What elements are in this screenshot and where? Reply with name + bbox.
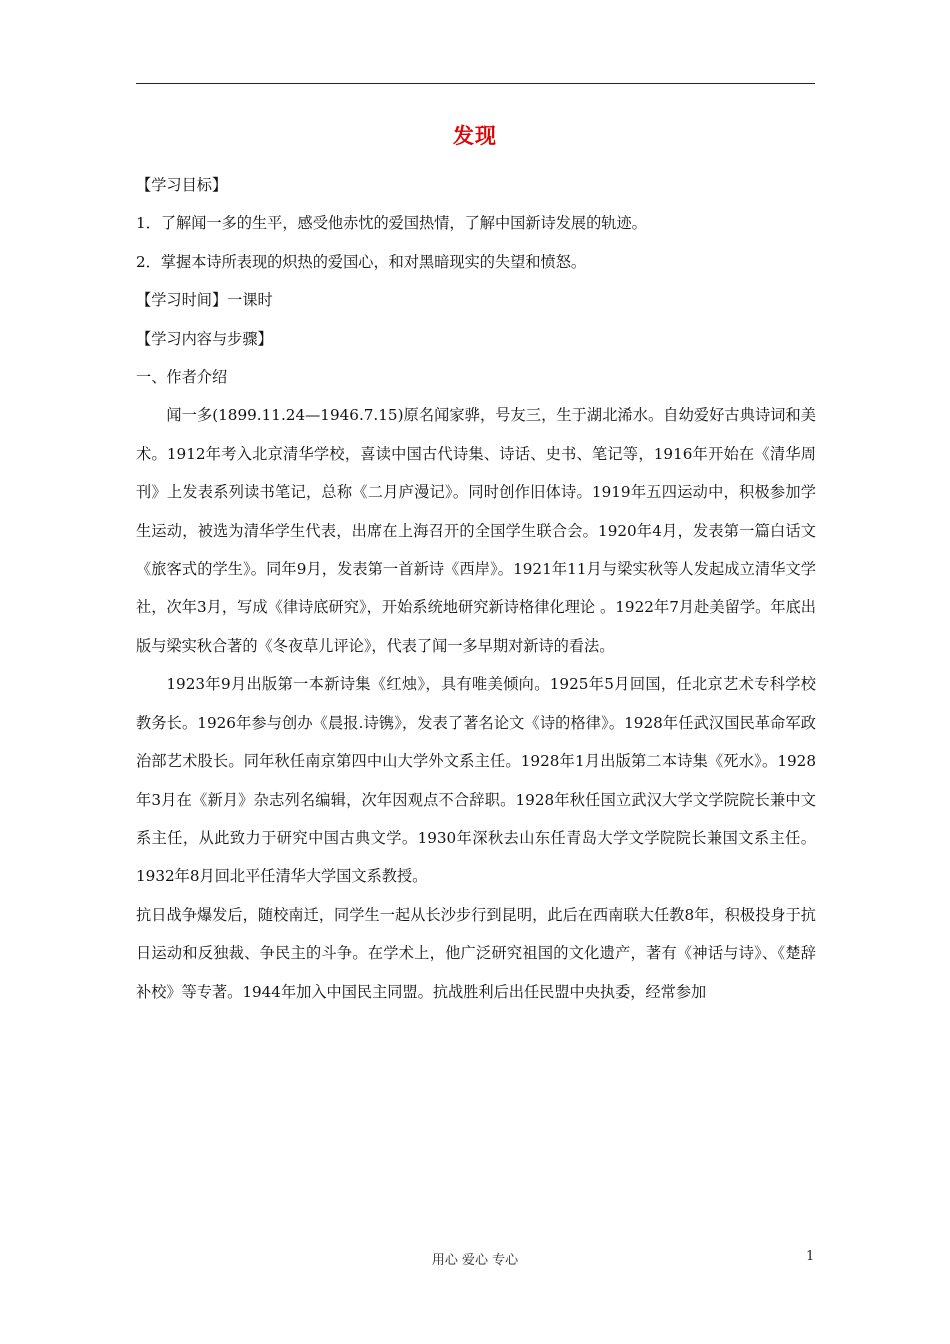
section-heading-objectives: 【学习目标】 <box>136 176 228 194</box>
page-number: 1 <box>806 1249 815 1264</box>
footer-text: 用心 爱心 专心 <box>431 1253 519 1268</box>
section-heading-content: 【学习内容与步骤】 <box>136 329 273 348</box>
section-heading-time: 【学习时间】一课时 <box>136 291 273 310</box>
subsection-heading-author: 一、作者介绍 <box>136 368 228 387</box>
author-paragraph-1: 闻一多(1899.11.24—1946.7.15)原名闻家骅，号友三，生于湖北浠水。自幼爱好古典诗词和美术。1912年考入北京清华学校，喜读中国古代诗集、诗话、史书、笔记等，1916年开始在《清华周刊》上发表系列读书笔记，总称《二月庐漫记》。同时创作旧体诗。1919年五四运动中，积极参加学生运动，被选为清华学生代表，出席在上海召开的全国学生联合会。1920年4月，发表第一篇白话文《旅客式的学生》。同年9月，发表第一首新诗《西岸》。1921年11月与梁实秋等人发起成立清华文学社，次年3月，写成《律诗底研究》，开始系统地研究新诗格律化理论 。1922年7月赴美留学。年底出版与梁实秋合著的《冬夜草儿评论》，代表了闻一多早期对新诗的看法。 <box>136 406 816 655</box>
header-rule <box>136 83 815 84</box>
author-paragraph-3: 抗日战争爆发后，随校南迁，同学生一起从长沙步行到昆明，此后在西南联大任教8年，积极投身于抗日运动和反独裁、争民主的斗争。在学术上，他广泛研究祖国的文化遗产，著有《神话与诗》、《楚辞补校》等专著。1944年加入中国民主同盟。抗战胜利后出任民盟中央执委，经常参加 <box>136 905 816 1001</box>
objective-item-1: 1．了解闻一多的生平，感受他赤忱的爱国热情，了解中国新诗发展的轨迹。 <box>136 214 647 233</box>
objective-item-2: 2．掌握本诗所表现的炽热的爱国心，和对黑暗现实的失望和愤怒。 <box>136 252 587 271</box>
document-title: 发现 <box>453 123 497 148</box>
document-body <box>136 166 816 1011</box>
author-paragraph-2: 1923年9月出版第一本新诗集《红烛》，具有唯美倾向。1925年5月回国，任北京艺术专科学校教务长。1926年参与创办《晨报.诗镌》，发表了著名论文《诗的格律》。1928年任武汉国民革命军政治部艺术股长。同年秋任南京第四中山大学外文系主任。1928年1月出版第二本诗集《死水》。1928年3月在《新月》杂志列名编辑，次年因观点不合辞职。1928年秋任国立武汉大学文学院院长兼中文系主任，从此致力于研究中国古典文学。1930年深秋去山东任青岛大学文学院院长兼国文系主任。1932年8月回北平任清华大学国文系教授。 <box>136 675 816 886</box>
